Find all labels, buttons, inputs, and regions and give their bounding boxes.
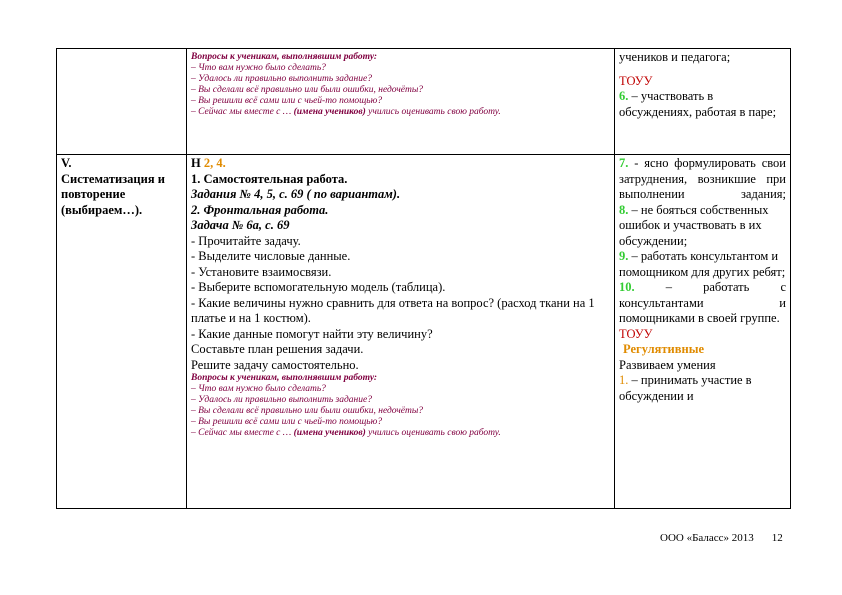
h-label: Н xyxy=(191,156,201,170)
step-item: - Какие данные помогут найти эту величину? xyxy=(191,326,433,341)
skill-text: - ясно формулировать свои затруднения, возникшие при выполнении задания; xyxy=(619,156,786,201)
page-number: 12 xyxy=(771,532,783,544)
question-item xyxy=(191,428,610,439)
content-cell xyxy=(187,155,615,509)
question-item: – Вы сделали всё правильно или были ошибки, недочёты? xyxy=(191,405,424,416)
question-item: – Вы сделали всё правильно или были ошибки, недочёты? xyxy=(191,84,424,95)
skills-cell xyxy=(615,155,791,509)
skill-number: 7. xyxy=(619,156,629,170)
question-text: учились оценивать свою работу. xyxy=(365,427,501,438)
task-frontal-ref: Задача № 6а, с. 69 xyxy=(191,218,290,232)
regulatory-label: Регулятивные xyxy=(623,342,705,356)
skill-continuation: учеников и педагога; xyxy=(619,50,731,64)
step-item: - Выделите числовые данные. xyxy=(191,249,351,263)
task-frontal-work: 2. Фронтальная работа. xyxy=(191,202,329,217)
questions-header: Вопросы к ученикам, выполнявшим работу: xyxy=(191,373,378,383)
touu-label: ТОУУ xyxy=(619,326,653,341)
question-item: – Удалось ли правильно выполнить задание? xyxy=(191,394,372,405)
footer-org: ООО «Баласс» 2013 xyxy=(660,532,754,544)
skill-number: 8. xyxy=(619,202,629,217)
step-item: - Прочитайте задачу. xyxy=(191,233,301,248)
skill-number: 9. xyxy=(619,249,629,263)
skill-number: 10. xyxy=(619,280,635,294)
h-numbers: 2, 4. xyxy=(203,156,226,170)
step-item: - Установите взаимосвязи. xyxy=(191,264,332,279)
student-names-placeholder: (имена учеников) xyxy=(293,427,366,438)
question-item: – Вы решили всё сами или с чьей-то помощью? xyxy=(191,416,383,427)
task-self-work-ref: Задания № 4, 5, с. 69 ( по вариантам). xyxy=(191,187,401,201)
skill-text: – принимать участие в обсуждении и xyxy=(619,373,752,403)
skill-text: – работать с консультантами и помощниками в своей группе. xyxy=(619,280,786,325)
question-item xyxy=(191,107,610,118)
question-item: – Что вам нужно было сделать? xyxy=(191,383,326,394)
questions-cell xyxy=(187,49,615,155)
stage-cell xyxy=(57,155,187,509)
skill-text: – работать консультантом и помощником для других ребят; xyxy=(619,249,786,279)
question-text: – Сейчас мы вместе с … xyxy=(191,427,294,438)
touu-label: ТОУУ xyxy=(619,73,653,88)
stage-number: V. xyxy=(61,156,72,170)
stage-cell-empty xyxy=(57,49,187,155)
question-item: – Вы решили всё сами или с чьей-то помощью? xyxy=(191,95,383,106)
questions-header: Вопросы к ученикам, выполнявшим работу: xyxy=(191,52,378,62)
table-row xyxy=(57,49,791,155)
question-text: – Сейчас мы вместе с … xyxy=(191,106,294,117)
skills-cell xyxy=(615,49,791,155)
question-item: – Удалось ли правильно выполнить задание? xyxy=(191,73,372,84)
develop-skills-label: Развиваем умения xyxy=(619,357,716,372)
step-item: Решите задачу самостоятельно. xyxy=(191,357,359,372)
skill-number: 1. xyxy=(619,373,629,387)
step-item: - Выберите вспомогательную модель (таблица). xyxy=(191,280,446,294)
skill-number: 6. xyxy=(619,89,629,103)
skill-text: – не бояться собственных ошибок и участвовать в их обсуждении; xyxy=(619,202,769,248)
step-item: - Какие величины нужно сравнить для ответа на вопрос? (расход ткани на 1 платье и на 1 костюм). xyxy=(191,295,595,325)
question-item: – Что вам нужно было сделать? xyxy=(191,62,326,73)
step-item: Составьте план решения задачи. xyxy=(191,342,364,356)
table-row xyxy=(57,155,791,509)
task-self-work: 1. Самостоятельная работа. xyxy=(191,171,348,186)
page-footer xyxy=(660,532,783,544)
stage-title: Систематизация и повторение (выбираем…). xyxy=(61,171,165,217)
question-text: учились оценивать свою работу. xyxy=(365,106,501,117)
lesson-table xyxy=(56,48,791,509)
skill-text: – участвовать в обсуждениях, работая в паре; xyxy=(619,89,777,119)
student-names-placeholder: (имена учеников) xyxy=(293,106,366,117)
